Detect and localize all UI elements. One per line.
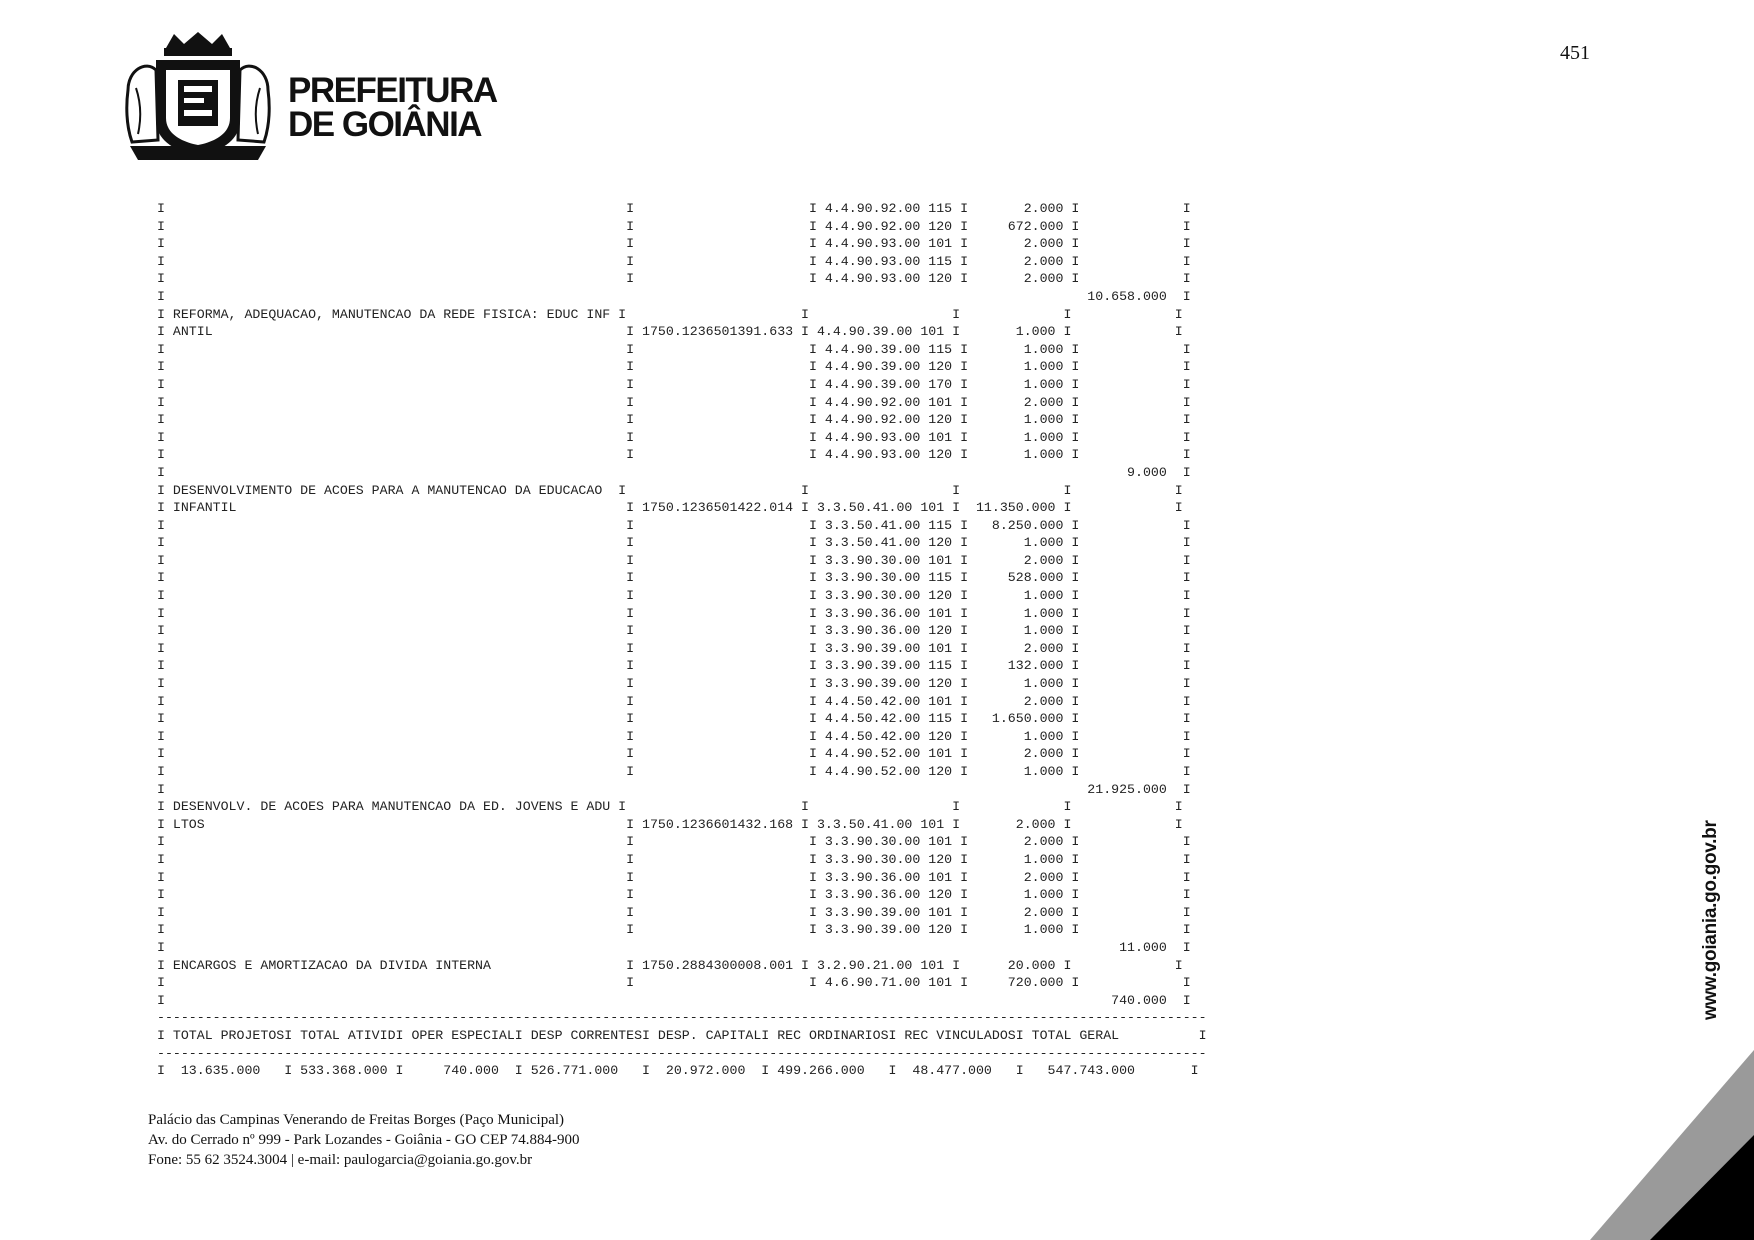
report-line: I DESENVOLV. DE ACOES PARA MANUTENCAO DA ED. JOVENS E ADU I I I I I [157,799,1183,815]
footer-address [148,1110,580,1170]
report-line: I I I 4.4.90.52.00 120 I 1.000 I I [157,764,1191,779]
page-number: 451 [1560,42,1590,64]
report-line: I I I 3.3.50.41.00 120 I 1.000 I I [157,535,1191,551]
report-line: I I I 3.3.90.30.00 101 I 2.000 I I [157,834,1191,850]
report-line: I I I 3.3.50.41.00 115 I 8.250.000 I I [157,517,1191,533]
report-line: I I I 3.3.90.36.00 101 I 1.000 I I [157,605,1191,621]
report-line: I I I 4.4.90.93.00 101 I 2.000 I I [157,236,1191,252]
footer-line-1: Palácio das Campinas Venerando de Freitas Borges (Paço Municipal) [148,1112,565,1128]
report-line: I I I 3.3.90.36.00 101 I 2.000 I I [157,869,1191,885]
report-line: I ANTIL I 1750.1236501391.633 I 4.4.90.39.00 101 I 1.000 I I [157,324,1183,340]
report-line: I I I 4.4.90.39.00 120 I 1.000 I I [157,359,1191,375]
report-line: I I I 4.4.90.92.00 101 I 2.000 I I [157,394,1191,410]
report-line: ------------------------------------------------------------------------------------------------------------------------------------ [157,1045,1207,1061]
report-line: I LTOS I 1750.1236601432.168 I 3.3.50.41.00 101 I 2.000 I I [157,816,1183,832]
report-line: I I I 4.4.90.92.00 120 I 672.000 I I [157,218,1191,234]
report-line: I 10.658.000 I [157,288,1191,304]
report-line: I I I 4.4.90.39.00 170 I 1.000 I I [157,376,1191,392]
side-website-url: www.goiania.go.gov.br [1700,820,1721,1020]
prefeitura-logo [118,30,518,165]
report-line: I I I 4.4.90.93.00 120 I 2.000 I I [157,271,1191,287]
footer-line-2: Av. do Cerrado nº 999 - Park Lozandes - Goiânia - GO CEP 74.884-900 [148,1132,580,1148]
report-line: I I I 3.3.90.39.00 101 I 2.000 I I [157,904,1191,920]
report-line: I I I 4.4.90.39.00 115 I 1.000 I I [157,341,1191,357]
budget-report-table [157,200,1207,1080]
report-line: I 13.635.000 I 533.368.000 I 740.000 I 526.771.000 I 20.972.000 I 499.266.000 I 48.477.000 I 547.743.000 I [157,1063,1199,1079]
city-seal-icon [118,30,278,165]
corner-decoration [1590,1050,1754,1240]
report-line: I I I 3.3.90.36.00 120 I 1.000 I I [157,623,1191,639]
report-line: I I I 3.3.90.30.00 101 I 2.000 I I [157,552,1191,568]
logo-line-1: PREFEITURA [288,71,497,110]
report-line: I I I 3.3.90.36.00 120 I 1.000 I I [157,887,1191,903]
report-line: I 11.000 I [157,939,1191,955]
report-line: I 740.000 I [157,992,1191,1008]
logo-wordmark [288,71,497,144]
report-line: I I I 4.4.50.42.00 120 I 1.000 I I [157,728,1191,744]
report-line: I I I 3.3.90.39.00 101 I 2.000 I I [157,640,1191,656]
report-line: I I I 3.3.90.39.00 120 I 1.000 I I [157,676,1191,692]
report-line: I I I 4.4.90.93.00 115 I 2.000 I I [157,253,1191,269]
report-line: I INFANTIL I 1750.1236501422.014 I 3.3.50.41.00 101 I 11.350.000 I I [157,500,1183,516]
report-line: I 21.925.000 I [157,781,1191,797]
report-line: I I I 4.4.50.42.00 101 I 2.000 I I [157,693,1191,709]
logo-line-2: DE GOIÂNIA [288,105,482,144]
report-line: I I I 4.4.90.93.00 120 I 1.000 I I [157,447,1191,463]
report-line: I I I 3.3.90.39.00 115 I 132.000 I I [157,658,1191,674]
footer-line-3: Fone: 55 62 3524.3004 | e-mail: paulogarcia@goiania.go.gov.br [148,1152,533,1168]
report-line: I ENCARGOS E AMORTIZACAO DA DIVIDA INTERNA I 1750.2884300008.001 I 3.2.90.21.00 101 I 20.000 I I [157,957,1183,973]
report-line: I I I 4.6.90.71.00 101 I 720.000 I I [157,975,1191,991]
report-line: I I I 3.3.90.39.00 120 I 1.000 I I [157,922,1191,938]
report-line: I I I 4.4.90.92.00 120 I 1.000 I I [157,412,1191,428]
report-line: I I I 4.4.90.92.00 115 I 2.000 I I [157,201,1191,216]
report-line: I I I 3.3.90.30.00 120 I 1.000 I I [157,851,1191,867]
report-line: I I I 4.4.90.52.00 101 I 2.000 I I [157,746,1191,762]
report-line: I I I 3.3.90.30.00 120 I 1.000 I I [157,588,1191,604]
report-line: I TOTAL PROJETOSI TOTAL ATIVIDI OPER ESPECIALI DESP CORRENTESI DESP. CAPITALI REC ORDINARIOSI REC VINCULADOSI TOTAL GERAL I [157,1027,1207,1043]
report-line: ------------------------------------------------------------------------------------------------------------------------------------ [157,1010,1207,1026]
report-line: I 9.000 I [157,464,1191,480]
report-line: I I I 4.4.50.42.00 115 I 1.650.000 I I [157,711,1191,727]
report-line: I I I 3.3.90.30.00 115 I 528.000 I I [157,570,1191,586]
report-line: I REFORMA, ADEQUACAO, MANUTENCAO DA REDE FISICA: EDUC INF I I I I I [157,306,1183,322]
report-line: I I I 4.4.90.93.00 101 I 1.000 I I [157,429,1191,445]
report-line: I DESENVOLVIMENTO DE ACOES PARA A MANUTENCAO DA EDUCACAO I I I I I [157,482,1183,498]
